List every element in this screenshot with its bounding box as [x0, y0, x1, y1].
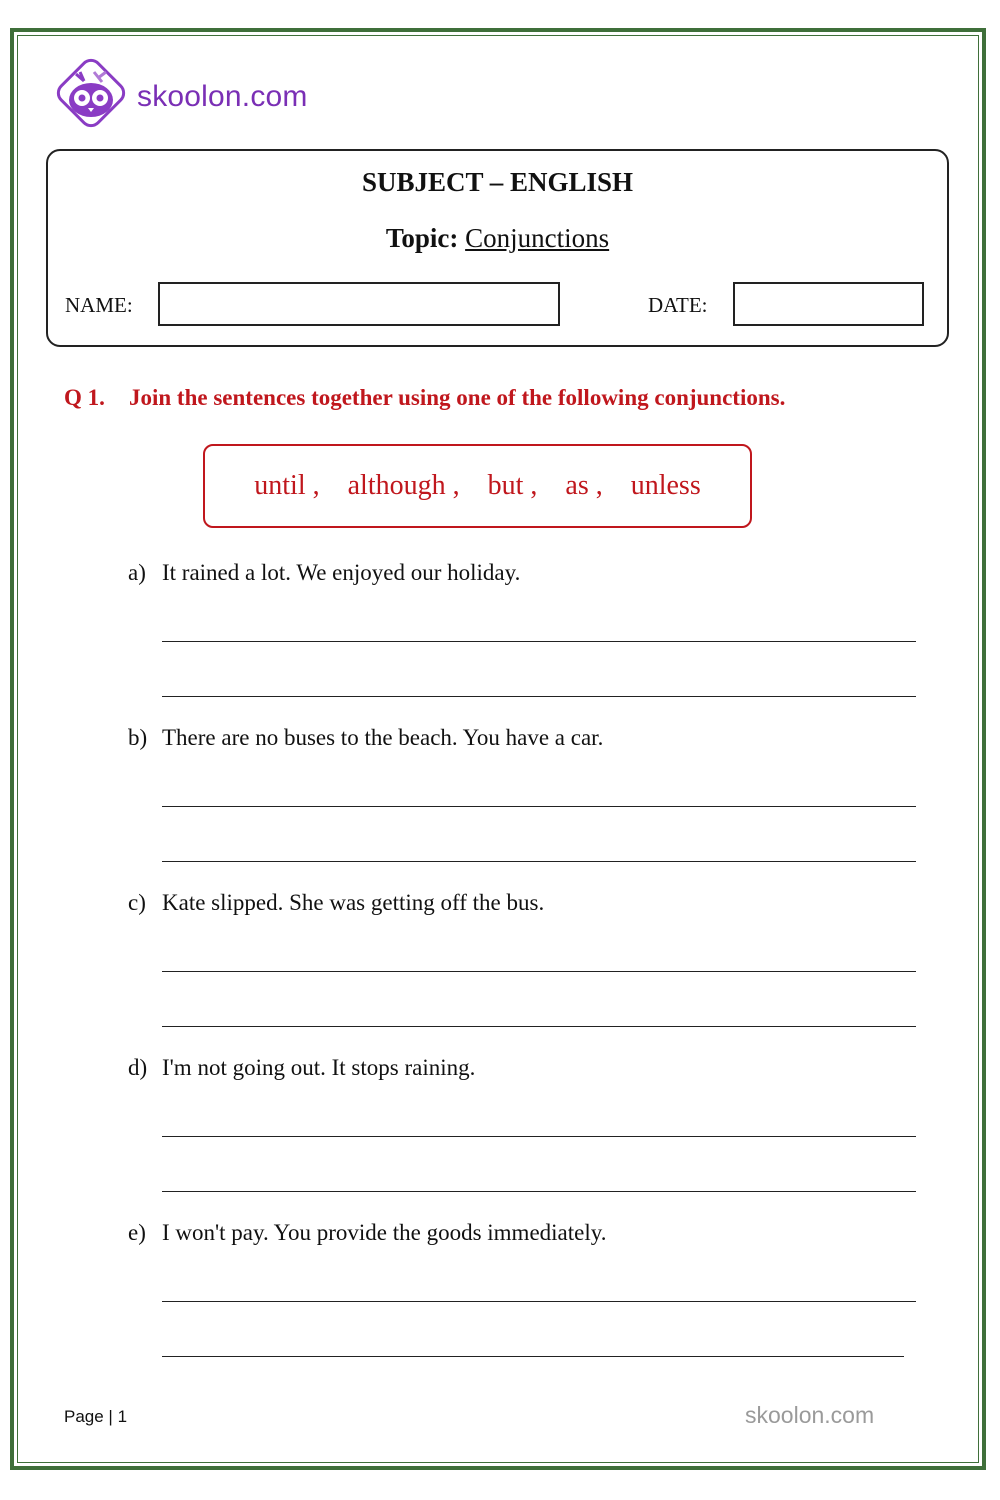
- answer-line[interactable]: [162, 806, 916, 807]
- item-text: Kate slipped. She was getting off the bus.: [162, 890, 545, 915]
- conjunction-word: although ,: [347, 470, 460, 501]
- exercise-item-a: [128, 560, 520, 586]
- answer-line[interactable]: [162, 641, 916, 642]
- worksheet-header: [46, 149, 949, 347]
- item-label: b): [128, 725, 148, 750]
- answer-line[interactable]: [162, 1136, 916, 1137]
- item-text: There are no buses to the beach. You have a car.: [162, 725, 604, 750]
- exercise-item-c: [128, 890, 544, 916]
- page-number: Page | 1: [64, 1407, 128, 1426]
- item-label: a): [128, 560, 146, 585]
- question-instruction: Join the sentences together using one of the following conjunctions.: [129, 385, 786, 410]
- topic-value: Conjunctions: [465, 223, 610, 253]
- topic-line: [48, 223, 947, 254]
- answer-line[interactable]: [162, 1301, 916, 1302]
- item-label: e): [128, 1220, 146, 1245]
- owl-logo-icon: [50, 52, 132, 134]
- item-text: It rained a lot. We enjoyed our holiday.: [162, 560, 521, 585]
- answer-line[interactable]: [162, 1026, 916, 1027]
- answer-line[interactable]: [162, 1356, 904, 1357]
- conjunction-word: unless: [630, 470, 701, 501]
- name-label: NAME:: [65, 293, 133, 317]
- exercise-item-e: [128, 1220, 607, 1246]
- subject-title: SUBJECT – ENGLISH: [361, 167, 634, 197]
- conjunction-word-box: [203, 444, 752, 528]
- item-label: c): [128, 890, 146, 915]
- item-label: d): [128, 1055, 148, 1080]
- question-number: Q 1.: [64, 385, 105, 410]
- name-field[interactable]: [158, 282, 560, 326]
- item-text: I won't pay. You provide the goods immediately.: [162, 1220, 607, 1245]
- date-field[interactable]: [733, 282, 924, 326]
- answer-line[interactable]: [162, 1191, 916, 1192]
- answer-line[interactable]: [162, 971, 916, 972]
- brand-name: skoolon.com: [137, 80, 308, 113]
- item-text: I'm not going out. It stops raining.: [162, 1055, 476, 1080]
- exercise-item-b: [128, 725, 603, 751]
- conjunction-word: but ,: [487, 470, 538, 501]
- conjunction-word: until ,: [254, 470, 320, 501]
- date-label: DATE:: [648, 293, 708, 317]
- answer-line[interactable]: [162, 696, 916, 697]
- question-title: [64, 385, 785, 411]
- footer-site: skoolon.com: [745, 1402, 875, 1428]
- answer-line[interactable]: [162, 861, 916, 862]
- exercise-item-d: [128, 1055, 475, 1081]
- topic-label: Topic:: [385, 223, 459, 253]
- conjunction-word: as ,: [565, 470, 603, 501]
